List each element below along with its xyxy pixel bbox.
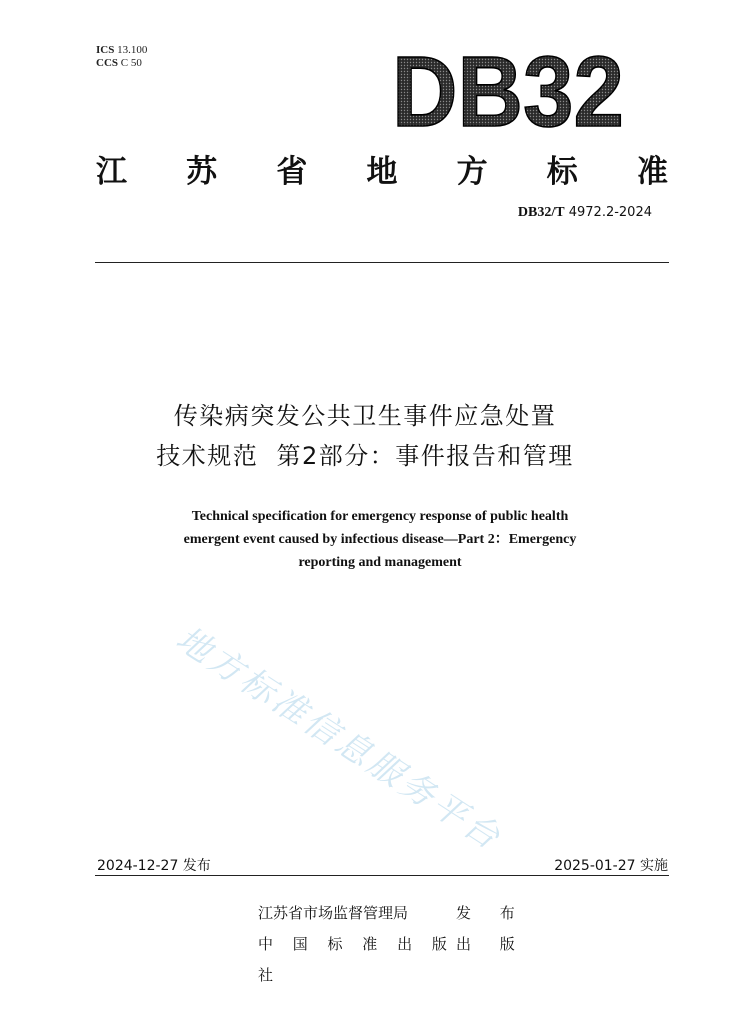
standard-type-char: 省 [276,154,308,190]
logo-text: DB32 [392,46,624,134]
ics-value: 13.100 [117,44,148,56]
standard-type-char: 方 [456,154,488,190]
publisher-name: 中 国 标 准 出 版 社 [258,935,455,984]
standard-number-prefix: DB32/T [517,205,565,220]
implement-date: 2025-01-27 实施 [554,858,668,874]
ics-code [96,44,147,57]
title-line-2: 技术规范 第2部分：事件报告和管理 [156,442,574,470]
publish-date: 2024-12-27 发布 [97,858,211,874]
watermark: 地方标准信息服务平台 [168,618,510,860]
bottom-divider [95,875,669,876]
title-line-1: 传染病突发公共卫生事件应急处置 [173,402,557,430]
ccs-code [96,57,147,70]
publisher-action: 出 版 [456,935,527,953]
ics-label: ICS [96,44,115,56]
standard-number-value: 4972.2-2024 [568,205,652,220]
publisher-row [258,929,527,991]
standard-type-char: 江 [96,154,127,190]
english-title-line-2: emergent event caused by infectious disease—Part 2：Emergency [183,532,577,547]
ccs-label: CCS [96,57,119,69]
english-title-line-3: reporting and management [298,555,462,570]
english-title [110,505,650,574]
standard-type-char: 苏 [186,154,218,190]
issuer-row [258,898,527,929]
classification-codes [96,44,147,70]
standard-type-char: 准 [636,154,668,190]
standard-number [518,205,652,221]
standard-type-title [96,146,668,190]
issuer-block [258,898,527,991]
standard-type-char: 标 [546,154,578,190]
issuer-name: 江苏省市场监督管理局 [258,904,409,922]
db32-logo [388,46,628,134]
ccs-value: C 50 [120,57,142,69]
top-divider [95,262,669,263]
english-title-line-1: Technical specification for emergency response of public health [191,509,569,524]
standard-type-char: 地 [366,154,398,190]
issuer-action: 发 布 [456,904,527,922]
document-title [70,396,660,476]
